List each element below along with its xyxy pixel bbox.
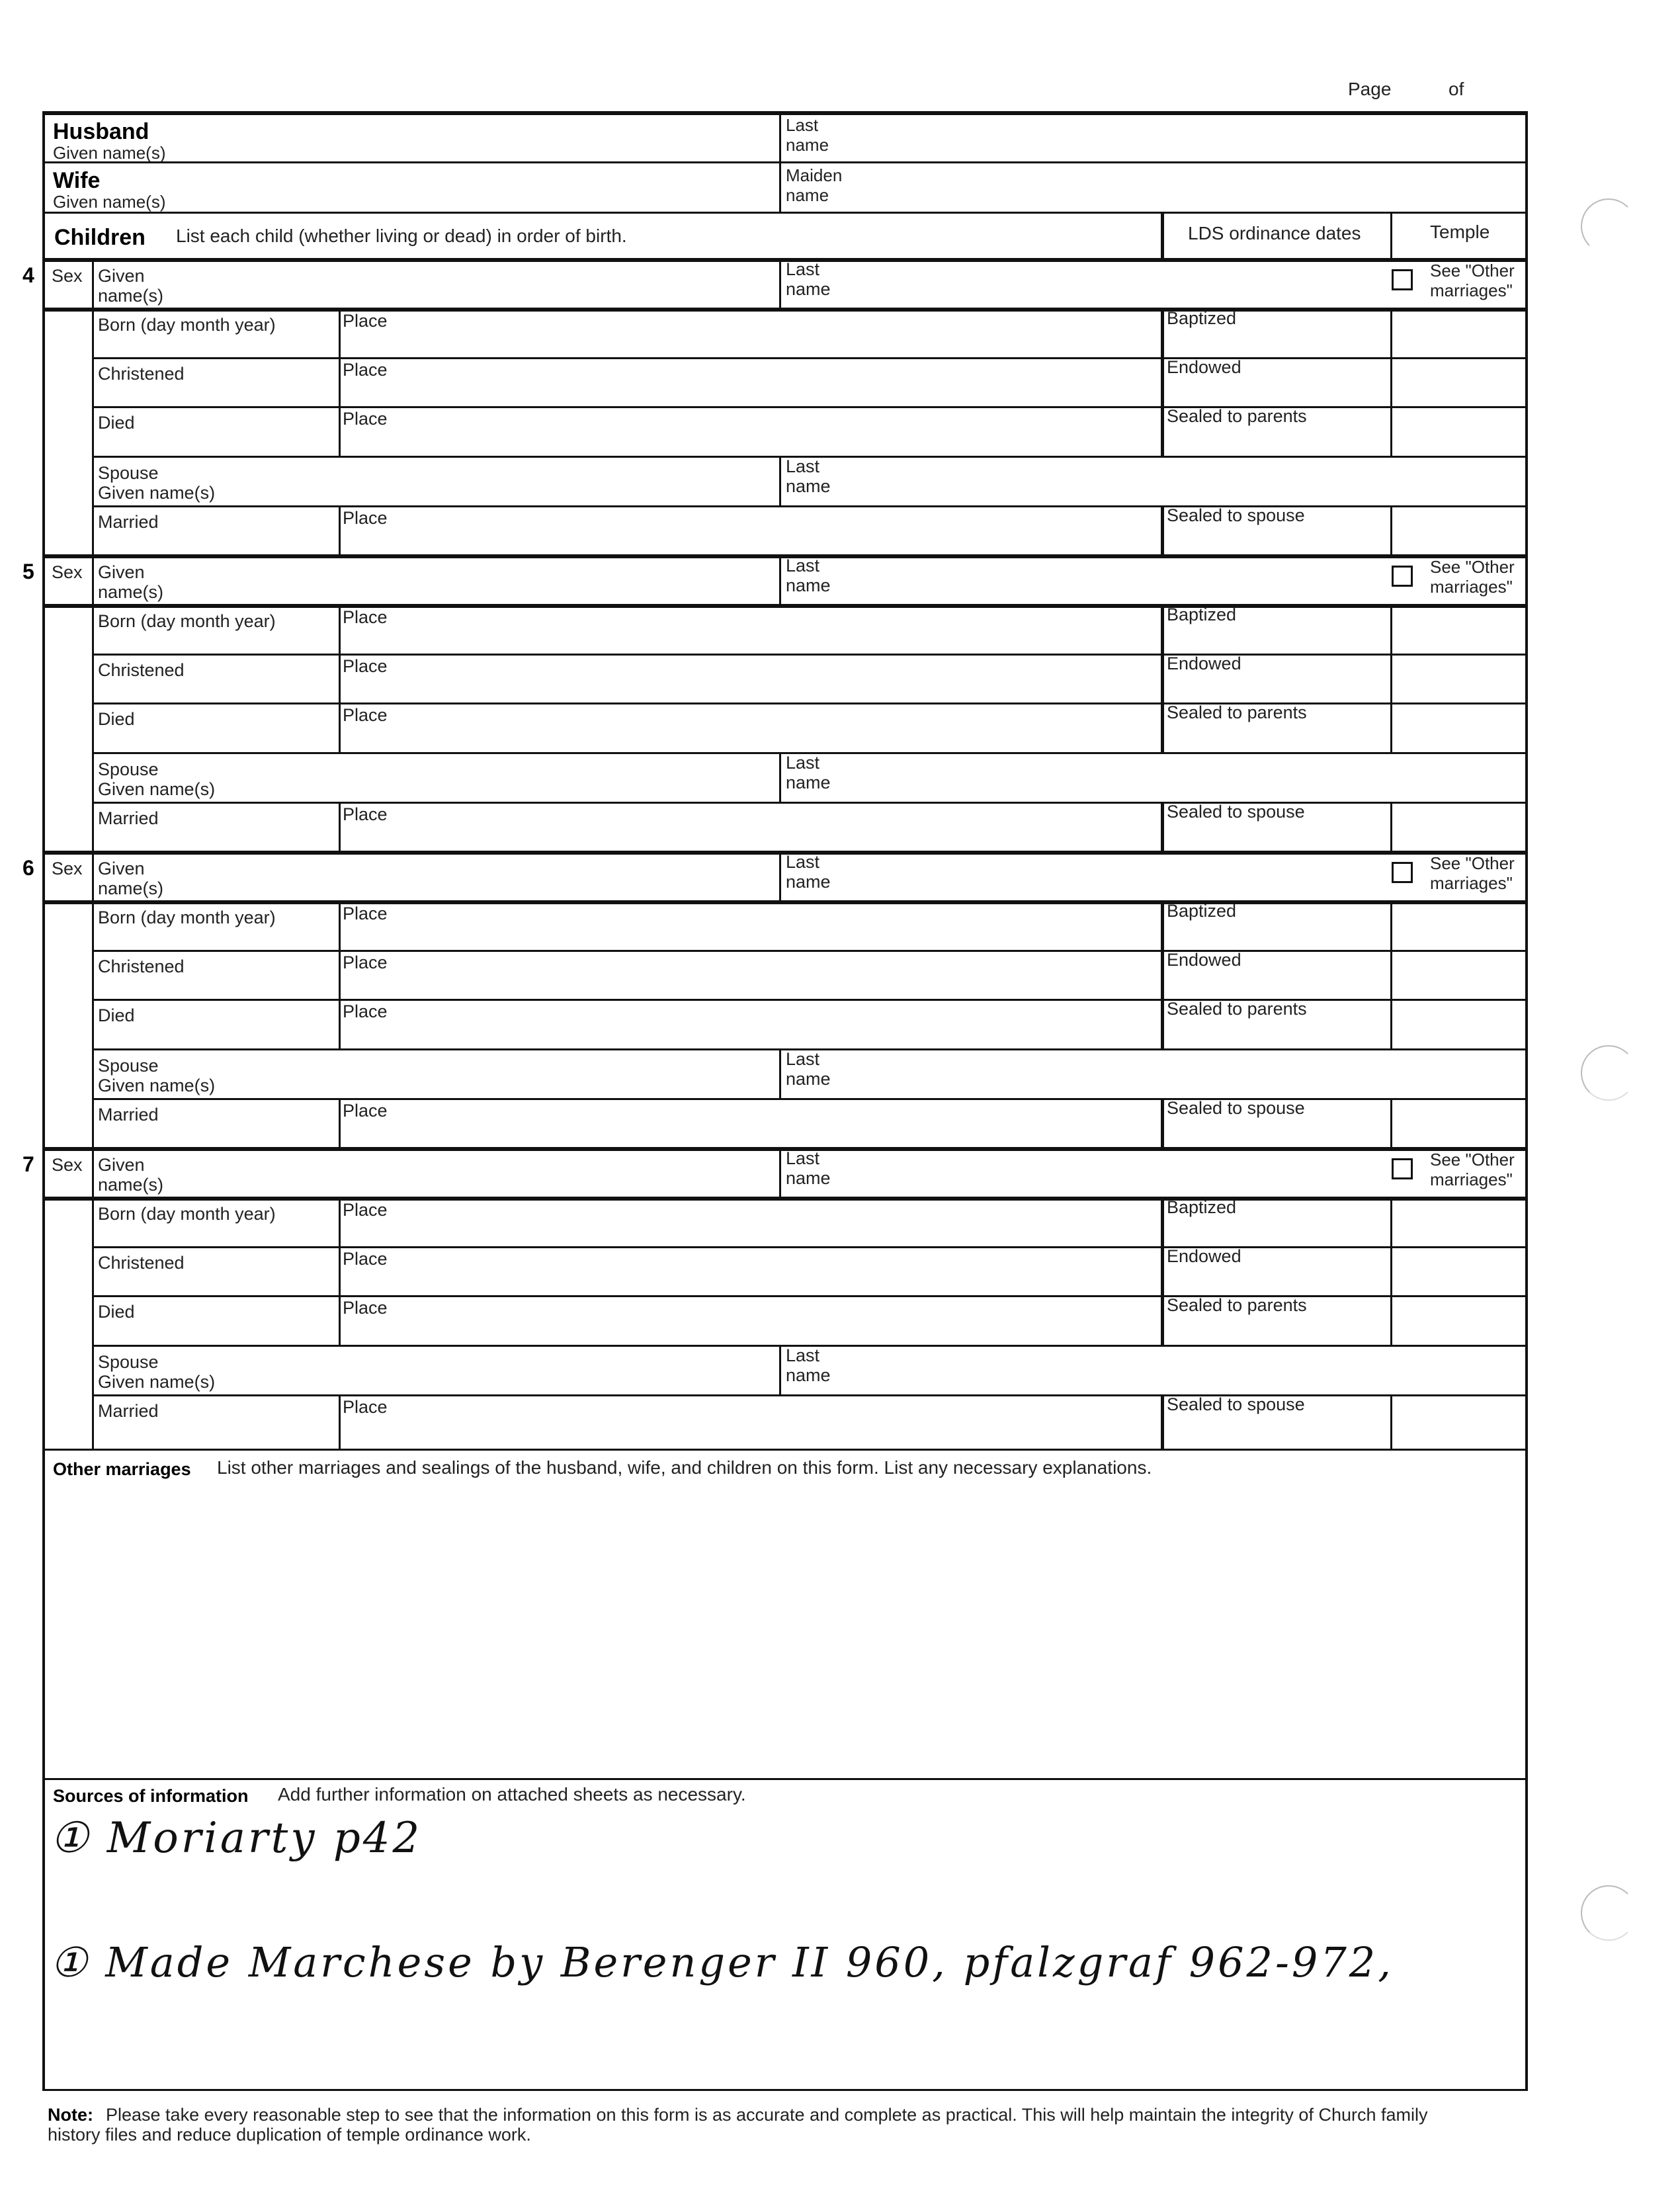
- spouse-last-divider: [779, 1049, 781, 1098]
- baptized-label: Baptized: [1167, 1197, 1237, 1217]
- sealed-parents-label: Sealed to parents: [1167, 1295, 1307, 1315]
- place-divider: [339, 1199, 341, 1345]
- place-divider: [339, 606, 341, 752]
- child-name-rule: [42, 900, 1528, 904]
- child-block-rule: [42, 851, 1528, 855]
- see-other-marriages-label: See "Other marriages": [1430, 853, 1515, 893]
- spouse-last-divider: [779, 1345, 781, 1394]
- wife-divider: [779, 163, 781, 212]
- temple-divider: [1390, 606, 1392, 752]
- married-label: Married: [98, 808, 159, 828]
- died-place-label: Place: [343, 1001, 388, 1021]
- form-top-rule: [42, 111, 1528, 115]
- place-divider-married: [339, 1396, 341, 1450]
- sex-divider: [92, 556, 94, 607]
- sealed-spouse-label: Sealed to spouse: [1167, 1394, 1305, 1414]
- child-sex-label: Sex: [52, 266, 83, 286]
- child-given-label: Given name(s): [98, 859, 164, 898]
- sealed-parents-label: Sealed to parents: [1167, 702, 1307, 722]
- child-given-label: Given name(s): [98, 1155, 164, 1195]
- sealed-spouse-label: Sealed to spouse: [1167, 505, 1305, 525]
- place-divider: [339, 902, 341, 1048]
- lds-divider-married: [1161, 1099, 1164, 1149]
- lds-divider: [1161, 902, 1164, 1048]
- temple-divider-married: [1390, 803, 1392, 853]
- born-place-label: Place: [343, 904, 388, 923]
- husband-title: Husband: [53, 119, 149, 144]
- married-place-label: Place: [343, 1101, 388, 1121]
- endowed-label: Endowed: [1167, 1246, 1241, 1266]
- wife-title: Wife: [53, 168, 101, 193]
- born-rule: [92, 950, 1528, 952]
- christened-label: Christened: [98, 660, 185, 680]
- place-divider-married: [339, 803, 341, 853]
- baptized-label: Baptized: [1167, 901, 1237, 921]
- spouse-rule: [92, 505, 1528, 507]
- husband-last-label: Last name: [786, 115, 829, 155]
- died-label: Died: [98, 709, 135, 729]
- born-label: Born (day month year): [98, 315, 276, 335]
- other-marriages-checkbox[interactable]: [1392, 269, 1413, 290]
- other-marriages-checkbox[interactable]: [1392, 862, 1413, 883]
- child-block-rule: [42, 554, 1528, 558]
- spouse-rule: [92, 802, 1528, 804]
- christened-label: Christened: [98, 364, 185, 384]
- child-given-label: Given name(s): [98, 266, 164, 306]
- christened-place-label: Place: [343, 1249, 388, 1269]
- baptized-label: Baptized: [1167, 308, 1237, 328]
- christened-label: Christened: [98, 1253, 185, 1273]
- temple-divider-married: [1390, 1099, 1392, 1149]
- spouse-last-divider: [779, 753, 781, 802]
- married-label: Married: [98, 1105, 159, 1125]
- page-of-label: of: [1449, 79, 1464, 99]
- last-divider: [779, 556, 781, 607]
- born-rule: [92, 1246, 1528, 1248]
- last-divider: [779, 1148, 781, 1200]
- spouse-given-label: Spouse Given name(s): [98, 463, 216, 503]
- child-last-label: Last name: [786, 852, 831, 892]
- sealed-parents-label: Sealed to parents: [1167, 406, 1307, 426]
- sources-title: Sources of information: [53, 1786, 249, 1806]
- lds-divider-married: [1161, 1396, 1164, 1450]
- spouse-rule: [92, 1098, 1528, 1100]
- lds-divider-married: [1161, 507, 1164, 556]
- spouse-last-label: Last name: [786, 456, 831, 496]
- other-marriages-rule: [42, 1778, 1528, 1780]
- handwritten-source-2: ① Made Marchese by Berenger II 960, pfalzgraf 962-972,: [50, 1938, 1394, 1986]
- child-last-label: Last name: [786, 259, 831, 299]
- died-label: Died: [98, 413, 135, 433]
- christened-rule: [92, 1295, 1528, 1297]
- left-margin-line: [92, 606, 94, 853]
- sex-divider: [92, 1148, 94, 1200]
- christened-place-label: Place: [343, 953, 388, 972]
- christened-place-label: Place: [343, 360, 388, 380]
- see-other-marriages-label: See "Other marriages": [1430, 261, 1515, 300]
- binder-hole-top: [1581, 198, 1636, 254]
- husband-rule: [42, 161, 1528, 163]
- left-margin-line: [92, 310, 94, 556]
- left-margin-line: [92, 902, 94, 1149]
- endowed-label: Endowed: [1167, 654, 1241, 673]
- child-sex-label: Sex: [52, 859, 83, 878]
- married-place-label: Place: [343, 1397, 388, 1417]
- temple-divider: [1390, 1199, 1392, 1345]
- temple-divider-header: [1390, 213, 1392, 259]
- christened-rule: [92, 999, 1528, 1001]
- spouse-rule: [92, 1394, 1528, 1396]
- spouse-given-label: Spouse Given name(s): [98, 1056, 216, 1095]
- child-name-rule: [42, 308, 1528, 312]
- child-block-rule: [42, 1147, 1528, 1151]
- married-place-label: Place: [343, 508, 388, 528]
- married-label: Married: [98, 512, 159, 532]
- child-last-label: Last name: [786, 556, 831, 595]
- spouse-last-label: Last name: [786, 1049, 831, 1089]
- christened-label: Christened: [98, 957, 185, 976]
- lds-divider-header: [1161, 213, 1164, 259]
- husband-given-label: Given name(s): [53, 143, 166, 163]
- other-marriages-title: Other marriages: [53, 1459, 191, 1479]
- child-block-rule: [42, 1449, 1528, 1451]
- child-name-rule: [42, 1197, 1528, 1201]
- child-number: 5: [22, 560, 34, 583]
- see-other-marriages-label: See "Other marriages": [1430, 557, 1515, 597]
- sealed-spouse-label: Sealed to spouse: [1167, 802, 1305, 822]
- husband-divider: [779, 112, 781, 161]
- note-text: Please take every reasonable step to see that the information on this form is as accurate and complete as practical. This will help maintain the integrity of Church family history files and reduce duplication of temple ordinance work.: [48, 2105, 1428, 2145]
- place-divider-married: [339, 1099, 341, 1149]
- child-number: 7: [22, 1152, 34, 1176]
- died-place-label: Place: [343, 409, 388, 429]
- child-sex-label: Sex: [52, 1155, 83, 1175]
- lds-divider: [1161, 310, 1164, 456]
- child-sex-label: Sex: [52, 562, 83, 582]
- lds-ordinance-label: LDS ordinance dates: [1188, 223, 1361, 243]
- wife-rule: [42, 212, 1528, 214]
- born-rule: [92, 654, 1528, 656]
- born-place-label: Place: [343, 1200, 388, 1220]
- child-number: 4: [22, 263, 34, 287]
- binder-hole-middle: [1581, 1045, 1636, 1101]
- wife-given-label: Given name(s): [53, 192, 166, 212]
- other-marriages-instruction: List other marriages and sealings of the husband, wife, and children on this form. List any necessary explanations.: [217, 1457, 1152, 1478]
- see-other-marriages-label: See "Other marriages": [1430, 1150, 1515, 1189]
- died-label: Died: [98, 1005, 135, 1025]
- binder-hole-bottom: [1581, 1885, 1636, 1941]
- married-label: Married: [98, 1401, 159, 1421]
- last-divider: [779, 259, 781, 311]
- christened-rule: [92, 702, 1528, 704]
- child-last-label: Last name: [786, 1148, 831, 1188]
- born-rule: [92, 357, 1528, 359]
- lds-divider: [1161, 1199, 1164, 1345]
- sources-instruction: Add further information on attached sheets as necessary.: [278, 1784, 746, 1805]
- temple-divider-married: [1390, 1396, 1392, 1450]
- born-label: Born (day month year): [98, 1204, 276, 1224]
- lds-divider-married: [1161, 803, 1164, 853]
- children-instruction: List each child (whether living or dead) in order of birth.: [176, 226, 627, 246]
- other-marriages-checkbox[interactable]: [1392, 566, 1413, 587]
- born-place-label: Place: [343, 311, 388, 331]
- born-place-label: Place: [343, 607, 388, 627]
- temple-divider-married: [1390, 507, 1392, 556]
- died-label: Died: [98, 1302, 135, 1322]
- christened-rule: [92, 406, 1528, 408]
- handwritten-source-1: ① Moriarty p42: [50, 1814, 423, 1863]
- left-margin-line: [92, 1199, 94, 1450]
- sex-divider: [92, 852, 94, 904]
- sealed-parents-label: Sealed to parents: [1167, 999, 1307, 1019]
- place-divider-married: [339, 507, 341, 556]
- died-place-label: Place: [343, 1298, 388, 1318]
- married-place-label: Place: [343, 804, 388, 824]
- born-label: Born (day month year): [98, 611, 276, 631]
- children-title: Children: [54, 225, 146, 250]
- child-given-label: Given name(s): [98, 562, 164, 602]
- sealed-spouse-label: Sealed to spouse: [1167, 1098, 1305, 1118]
- spouse-last-label: Last name: [786, 753, 831, 792]
- temple-label: Temple: [1430, 222, 1490, 242]
- endowed-label: Endowed: [1167, 357, 1241, 377]
- spouse-last-label: Last name: [786, 1345, 831, 1385]
- baptized-label: Baptized: [1167, 605, 1237, 624]
- endowed-label: Endowed: [1167, 950, 1241, 970]
- page-label: Page: [1348, 79, 1392, 99]
- temple-divider: [1390, 902, 1392, 1048]
- lds-divider: [1161, 606, 1164, 752]
- spouse-given-label: Spouse Given name(s): [98, 759, 216, 799]
- born-label: Born (day month year): [98, 908, 276, 927]
- children-header-rule: [42, 258, 1528, 262]
- note-title: Note:: [48, 2105, 93, 2125]
- spouse-given-label: Spouse Given name(s): [98, 1352, 216, 1392]
- wife-maiden-label: Maiden name: [786, 165, 843, 205]
- last-divider: [779, 852, 781, 904]
- sex-divider: [92, 259, 94, 311]
- spouse-last-divider: [779, 456, 781, 505]
- died-place-label: Place: [343, 705, 388, 725]
- temple-divider: [1390, 310, 1392, 456]
- other-marriages-checkbox[interactable]: [1392, 1158, 1413, 1179]
- child-name-rule: [42, 604, 1528, 608]
- christened-place-label: Place: [343, 656, 388, 676]
- place-divider: [339, 310, 341, 456]
- child-number: 6: [22, 856, 34, 880]
